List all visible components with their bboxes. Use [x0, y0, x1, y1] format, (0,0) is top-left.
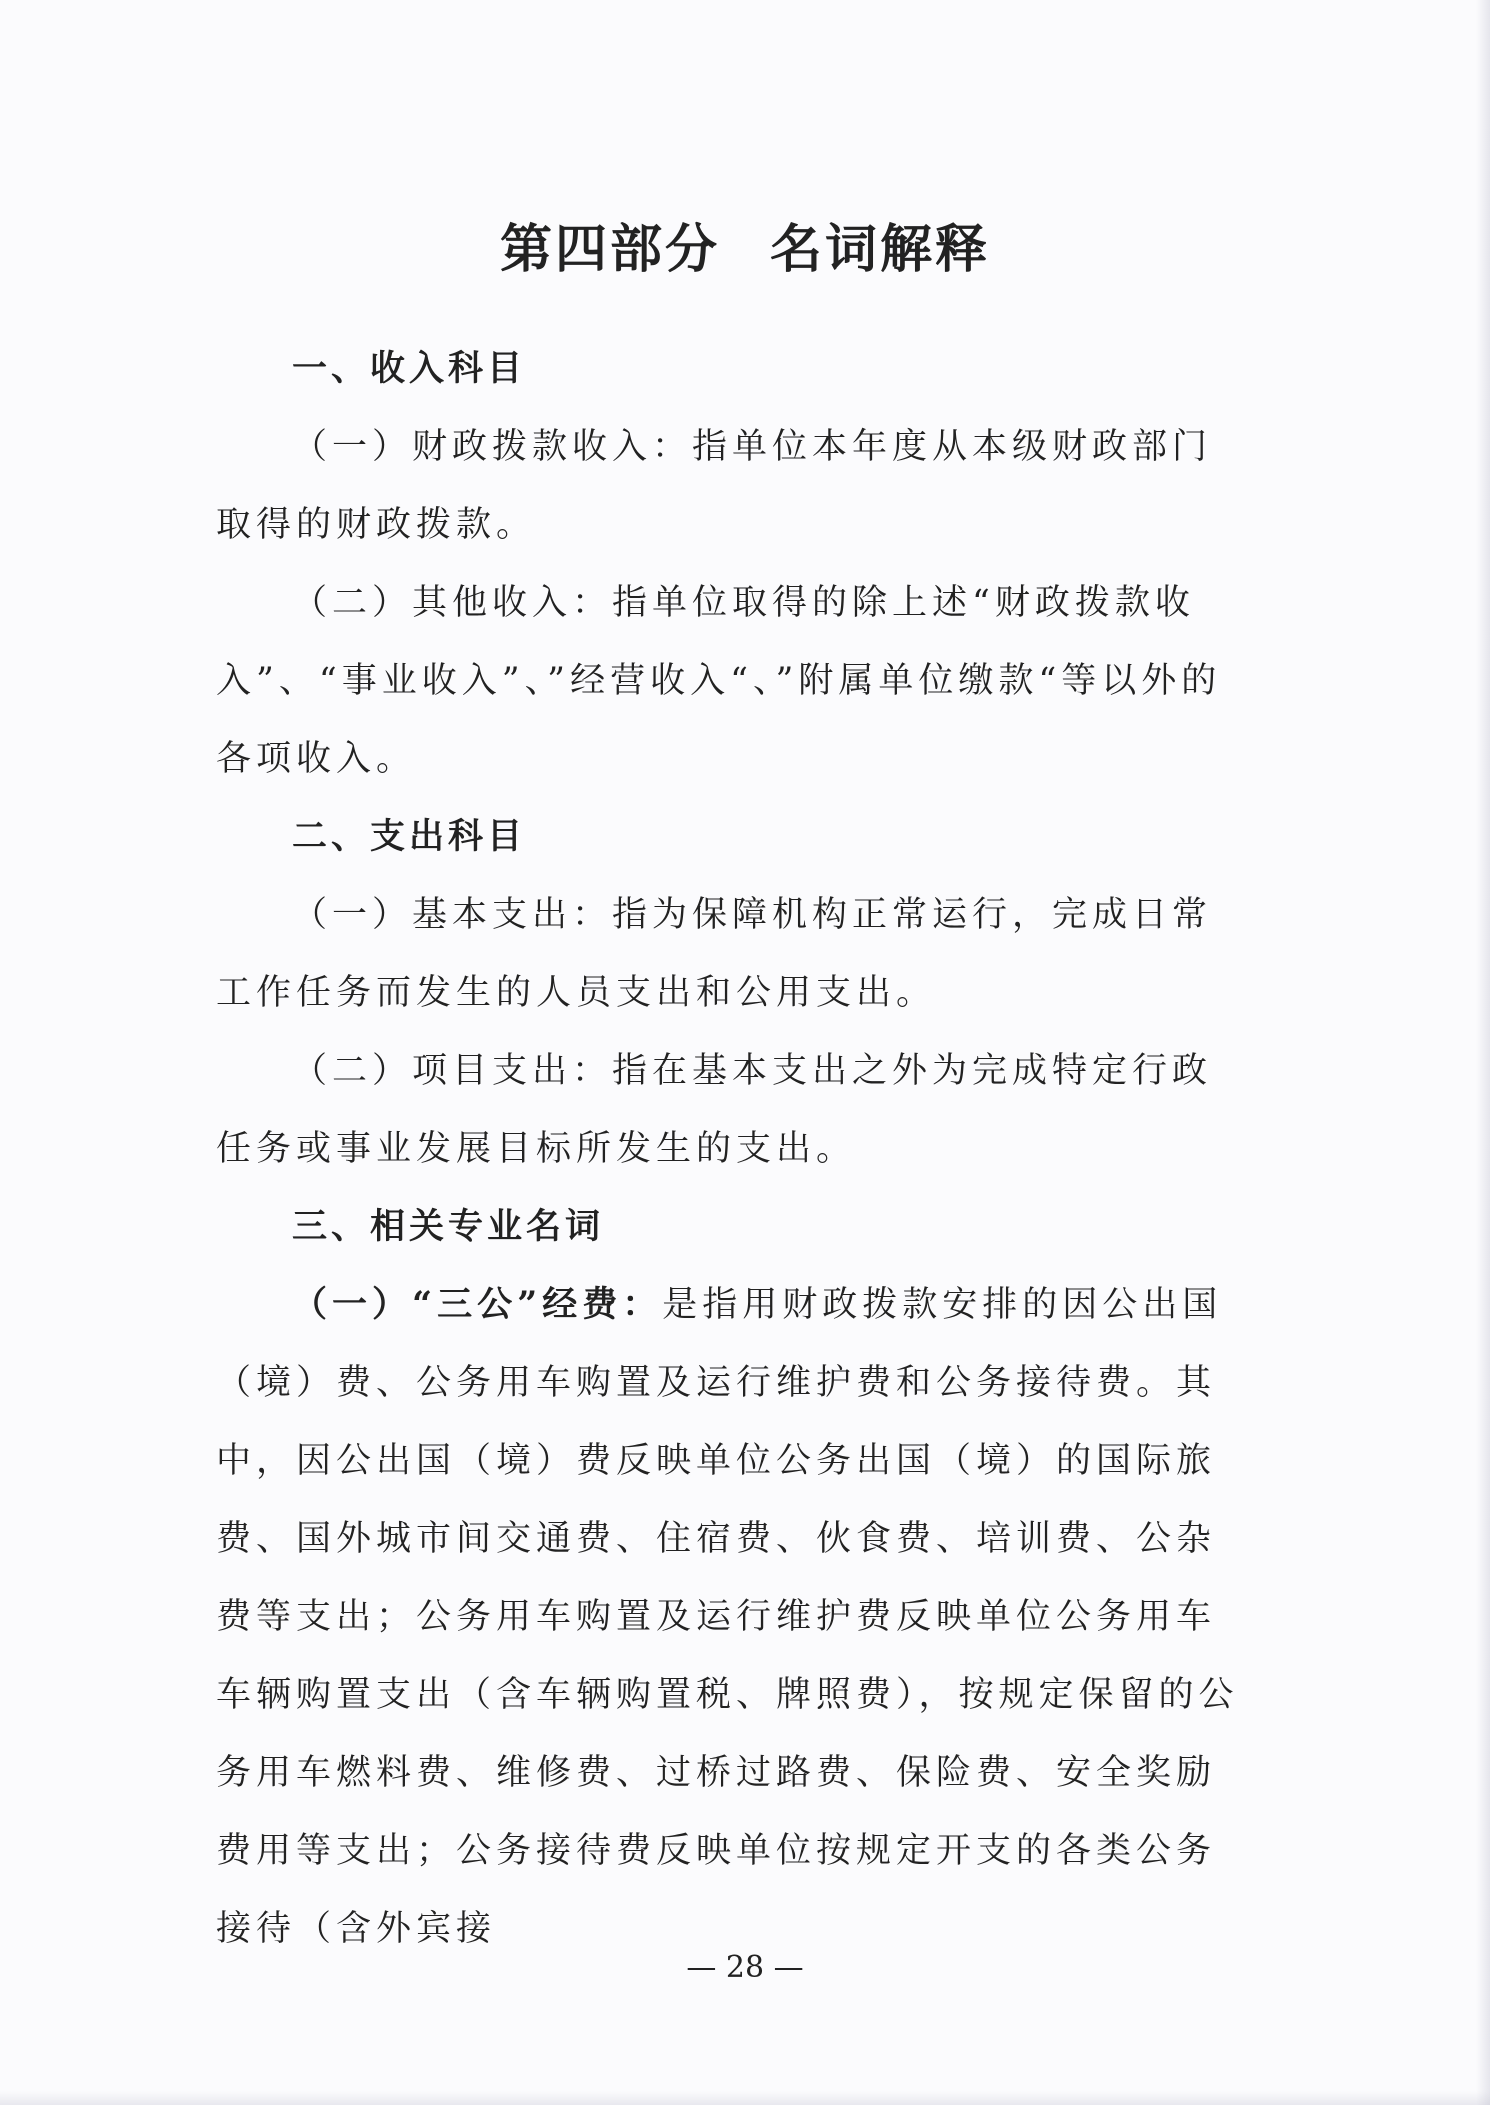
paragraph-fiscal-allocation-income: （一）财政拨款收入：指单位本年度从本级财政部门取得的财政拨款。 — [216, 427, 1213, 545]
paragraph-project-expenditure: （二）项目支出：指在基本支出之外为完成特定行政任务或事业发展目标所发生的支出。 — [216, 1051, 1213, 1169]
title-name: 名词解释 — [770, 218, 991, 280]
section-heading-expenditure: 二、支出科目 — [292, 817, 527, 857]
title-part: 第四部分 — [499, 218, 720, 280]
page-title — [0, 220, 1490, 280]
paragraph-three-public-funds — [216, 1266, 1246, 1968]
page-number: — 28 — — [686, 1950, 804, 1985]
scan-edge-shadow — [0, 2091, 1490, 2105]
paragraph-other-income: （二）其他收入：指单位取得的除上述“财政拨款收入”、“事业收入”、”经营收入“、”附属单位缴款“等以外的各项收入。 — [216, 583, 1222, 779]
document-body — [216, 330, 1246, 1968]
paragraph-basic-expenditure: （一）基本支出：指为保障机构正常运行，完成日常工作任务而发生的人员支出和公用支出。 — [216, 895, 1213, 1013]
scan-edge-shadow — [1476, 0, 1490, 2105]
section-heading-income: 一、收入科目 — [292, 349, 527, 389]
section-heading-terms: 三、相关专业名词 — [292, 1207, 605, 1247]
term-definition-three-public-funds: 是指用财政拨款安排的因公出国（境）费、公务用车购置及运行维护费和公务接待费。其中，因公出国（境）费反映单位公务出国（境）的国际旅费、国外城市间交通费、住宿费、伙食费、培训费、公杂费等支出；公务用车购置及运行维护费反映单位公务用车车辆购置支出（含车辆购置税、牌照费），按规定保留的公务用车燃料费、维修费、过桥过路费、保险费、安全奖励费用等支出；公务接待费反映单位按规定开支的各类公务接待（含外宾接 — [216, 1285, 1239, 1949]
term-label-three-public-funds: （一）“三公”经费： — [292, 1284, 663, 1325]
